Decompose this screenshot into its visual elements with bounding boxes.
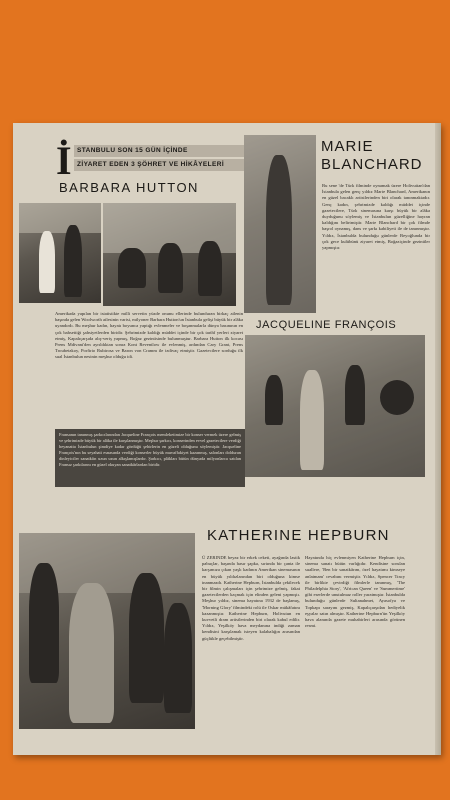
page-edge — [435, 123, 441, 755]
magazine-page — [13, 123, 441, 755]
hepburn-body-col-2: Hayatında hiç evlenmiyen Katherine Hepburn için, sinema sanatı bütün varlığıdır. Kendisine sorulan suallere, 'Ben bir sanatkârım, özel hayatımı kimseye anlatmam' cevabını vermiştir. Yıldız, Spencer Tracy ile birlikte çevirdiği filmlerle tanınmış, 'The Philadelphia Story', 'African Queen' ve 'Summertime' gibi eserlerde unutulmaz roller yaratmıştır. İstanbulda bulunduğu günlerde Sultanahmet, Ayasofya ve Topkapı sarayını gezmiş, Kapalıçarşıdan hediyelik eşyalar satın almıştır. Katherine Hepburn'ün Yeşilköy hava alanında gazete muhabirleri arasında görünen resmi. — [305, 555, 405, 629]
hutton-title: BARBARA HUTTON — [59, 180, 199, 195]
blanchard-title-2: BLANCHARD — [321, 156, 423, 173]
francois-photo — [245, 335, 425, 477]
blanchard-photo — [244, 135, 316, 313]
francois-title: JACQUELINE FRANÇOIS — [256, 319, 397, 331]
headline-initial: İ — [56, 138, 72, 183]
headline-text — [74, 145, 249, 173]
hutton-photo-1 — [19, 203, 101, 303]
francois-caption: Fransanın tanınmış şarkıcılarından Jacqueline François memleketimize bir konser vermek üzere gelmiş ve şehrimizde büyük bir alâka ile karşılanmıştır. Meşhur şarkıcı, konserinden evvel gazetecilere verdiği beyanatta İstanbulun şimdiye kadar gördüğü şehirlerin en güzeli olduğunu söylemiştir. Jacqueline François'nın bu seyahati esnasında verdiği konserler büyük muvaffakiyet kazanmış, salonları dolduran dinleyiciler sanatkârı uzun uzun alkışlamışlardır. Şarkıcı, plâkları bütün dünyada milyonlarca satılan Fransız şarkılarını en güzel okuyan sanatkârlardan biridir. — [55, 429, 245, 487]
hutton-photo-2 — [103, 203, 236, 306]
headline — [56, 138, 249, 183]
hepburn-title: KATHERINE HEPBURN — [207, 527, 390, 544]
hutton-body: Amerikada yapılan bir istatistikte milli servetin yüzde onunu ellerinde bulunduran birkaç ailenin başında gelen Woolworth ailesinin varisi, milyoner Barbara Hutton'un İstanbula gelişi büyük bir alâka uyandırdı. Bu meşhur kadın, hayatı boyunca yaptığı evlenmeler ve boşanmalarla dünya basınının en çok bahsettiği şahsiyetlerden biridir. Şehrimizde kaldığı müddet içinde bir çok tarihî yerleri ziyaret etmiş, Kapalıçarşıda alış-veriş yapmış, Boğaz gezintisinde bulunmuştur. Barbara Hutton ilk kocası Prens Mdivani'den ayrıldıktan sonra Kont Reventlow ile evlenmiş, ardından Cary Grant, Prens Troubetzkoy, Porfirio Rubirosa ve Baron von Cramm ile izdivaç etmiştir. Gazetecilere sorduğu ilk sual İstanbulun nesinin meşhur olduğu idi. — [55, 311, 243, 360]
headline-line-2: ZİYARET EDEN 3 ŞÖHRET VE HİKÂYELERİ — [74, 159, 249, 171]
blanchard-body: Bu sene 'de Türk filminde oynamak üzere Holivuttan'dan İstanbula gelen genç yıldız Marie Blanchard, Amerikanın en güzel bacaklı artistlerinden biri olarak tanınmaktadır. Genç kadın, şehrimizde kaldığı müddet içinde gazetecilere, Türk sinemasına karşı büyük bir alâka duyduğunu söylemiş ve İstanbulun güzelliğine hayran kaldığını belirtmiştir. Marie Blanchard bir çok filmde başrol oynamış, dans ve şarkı kabiliyeti ile de tanınmıştır. Yıldız, İstanbulda bulunduğu günlerde Beyoğlunda bir çok gece kulübünü ziyaret etmiş, Boğaziçinde gezintiler yapmıştır. — [322, 183, 430, 251]
hepburn-body-col-1: Ü ZERINDE beyaz bir erkek ceketi, ayağında lastik pabuçlar, başında hasır şapka, sırtında bir çanta ile karşımıza çıkan yaşlı kadının Amerikan sinemasının en büyük yıldızlarından biri olduğuna kimse inanmazdı. Katherine Hepburn, İstanbulda çekilecek bir filmin çalışmaları için şehrimize gelmiş, fakat gazetecilerden kaçmak için elinden geleni yapmıştı. Meşhur yıldız, sinema hayatına 1932 de başlamış, 'Morning Glory' filmindeki rolü ile Oskar mükâfatını kazanmıştır. Katherine Hepburn, Holivutun en kuvvetli dram artistlerinden biri olarak kabul edilir. Yıldız, Yeşilköy hava meydanına indiği zaman kendisini karşılamak isteyen kalabalığın arasından güçlükle geçebilmiştir. — [202, 555, 300, 641]
headline-line-1: STANBULU SON 15 GÜN İÇİNDE — [74, 145, 249, 157]
blanchard-title-1: MARIE — [321, 138, 374, 155]
hepburn-photo — [19, 533, 195, 729]
